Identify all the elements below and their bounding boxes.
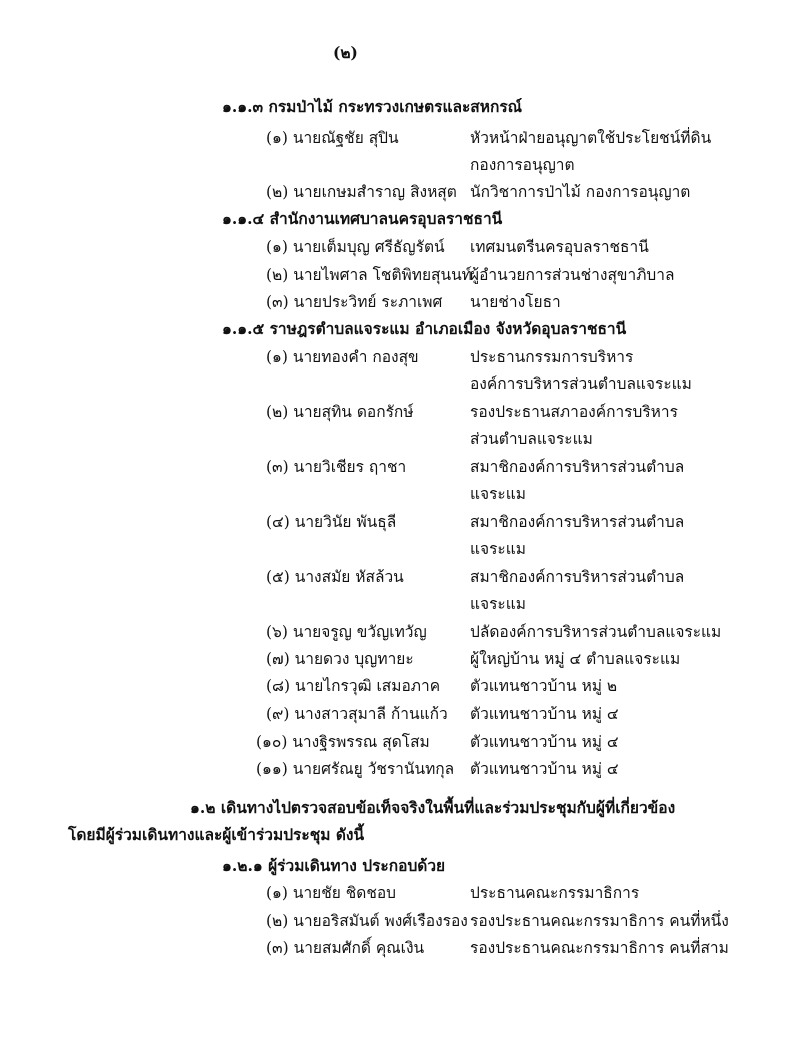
member-name: (๘) นายไกรวุฒิ เสมอภาค — [266, 677, 441, 695]
member-name: (๑๑) นายศรัณยู วัชรานันทกุล — [256, 760, 455, 778]
paragraph-line: ๑.๒ เดินทางไปตรวจสอบข้อเท็จจริงในพื้นที่และร่วมประชุมกับผู้ที่เกี่ยวข้อง — [190, 798, 676, 817]
member-role-cont: องค์การบริหารส่วนตำบลแจระแม — [470, 375, 692, 393]
member-role: ตัวแทนชาวบ้าน หมู่ ๔ — [470, 705, 619, 723]
member-name: (๑) นายณัฐชัย สุปิน — [266, 129, 399, 147]
member-name: (๑) นายเต็มบุญ ศรีธัญรัตน์ — [266, 238, 445, 256]
member-role: ผู้อำนวยการส่วนช่างสุขาภิบาล — [470, 266, 675, 284]
member-role: รองประธานคณะกรรมาธิการ คนที่สาม — [470, 939, 729, 957]
member-role: หัวหน้าฝ่ายอนุญาตใช้ประโยชน์ที่ดิน — [470, 129, 712, 147]
member-name: (๑๐) นางฐิรพรรณ สุดโสม — [256, 733, 430, 751]
member-role: รองประธานคณะกรรมาธิการ คนที่หนึ่ง — [470, 912, 729, 930]
member-role: ตัวแทนชาวบ้าน หมู่ ๔ — [470, 760, 619, 778]
subsection-heading: ๑.๒.๑ ผู้ร่วมเดินทาง ประกอบด้วย — [222, 856, 446, 875]
member-name: (๑) นายทองคำ กองสุข — [266, 348, 419, 366]
member-role: นายช่างโยธา — [470, 293, 561, 311]
page-number: (๒) — [333, 43, 358, 62]
member-role: ตัวแทนชาวบ้าน หมู่ ๔ — [470, 733, 619, 751]
member-role-cont: แจระแม — [470, 540, 526, 558]
member-name: (๙) นางสาวสุมาลี ก้านแก้ว — [266, 705, 448, 723]
member-role: นักวิชาการป่าไม้ กองการอนุญาต — [470, 183, 691, 201]
member-role-cont: กองการอนุญาต — [470, 156, 575, 174]
member-name: (๑) นายชัย ชิดชอบ — [266, 884, 397, 902]
member-name: (๕) นางสมัย หัสล้วน — [266, 568, 404, 586]
member-name: (๗) นายดวง บุญทายะ — [266, 650, 414, 668]
member-name: (๒) นายอริสมันต์ พงศ์เรืองรอง — [266, 912, 468, 930]
member-role: ประธานคณะกรรมาธิการ — [470, 884, 640, 902]
member-role: ตัวแทนชาวบ้าน หมู่ ๒ — [470, 677, 618, 695]
member-name: (๒) นายเกษมสำราญ สิงหสุต — [266, 183, 457, 201]
member-name: (๒) นายไพศาล โชติพิทยสุนนท์ — [266, 266, 472, 284]
member-role: สมาชิกองค์การบริหารส่วนตำบล — [470, 513, 685, 531]
member-role: ปลัดองค์การบริหารส่วนตำบลแจระแม — [470, 623, 722, 641]
member-role-cont: แจระแม — [470, 595, 526, 613]
section-heading: ๑.๑.๔ สำนักงานเทศบาลนครอุบลราชธานี — [222, 209, 503, 228]
member-name: (๓) นายวิเชียร ฤาชา — [266, 458, 407, 476]
member-role-cont: ส่วนตำบลแจระแม — [470, 430, 593, 448]
member-role: ผู้ใหญ่บ้าน หมู่ ๔ ตำบลแจระแม — [470, 650, 681, 668]
member-role: สมาชิกองค์การบริหารส่วนตำบล — [470, 568, 685, 586]
member-name: (๓) นายสมศักดิ์ คุณเงิน — [266, 939, 425, 957]
member-name: (๖) นายจรูญ ขวัญเทวัญ — [266, 623, 427, 641]
member-role: ประธานกรรมการบริหาร — [470, 348, 634, 366]
member-role: สมาชิกองค์การบริหารส่วนตำบล — [470, 458, 685, 476]
member-name: (๒) นายสุทิน ดอกรักษ์ — [266, 403, 414, 421]
member-name: (๓) นายประวิทย์ ระภาเพศ — [266, 293, 443, 311]
section-heading: ๑.๑.๓ กรมป่าไม้ กระทรวงเกษตรและสหกรณ์ — [222, 97, 523, 116]
section-heading: ๑.๑.๕ ราษฎรตำบลแจระแม อำเภอเมือง จังหวัดอุบลราชธานี — [222, 319, 627, 338]
member-name: (๔) นายวินัย พันธุลี — [266, 513, 397, 531]
member-role: เทศมนตรีนครอุบลราชธานี — [470, 238, 649, 256]
member-role: รองประธานสภาองค์การบริหาร — [470, 403, 678, 421]
member-role-cont: แจระแม — [470, 485, 526, 503]
paragraph-line: โดยมีผู้ร่วมเดินทางและผู้เข้าร่วมประชุม ดังนี้ — [68, 825, 365, 844]
